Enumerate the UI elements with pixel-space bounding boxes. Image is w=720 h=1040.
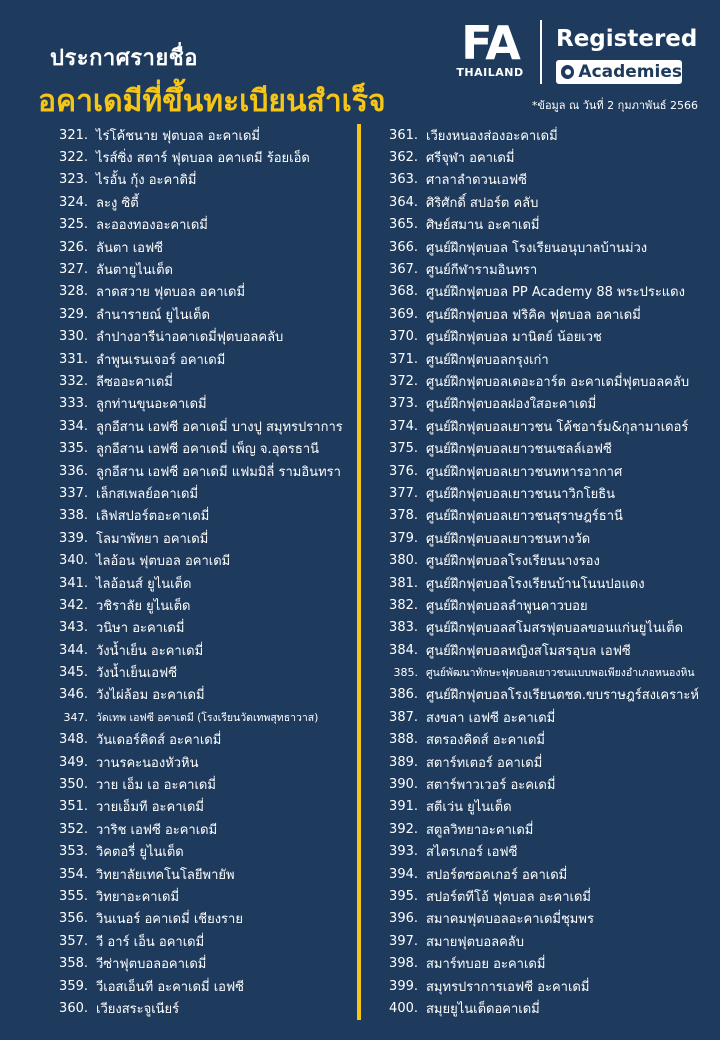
list-item-name: เวียงหนองส่องอะคาเดมี่ <box>426 128 558 144</box>
list-item <box>56 370 354 392</box>
list-item-name: ศูนย์ฝึกฟุตบอลเยาวชน โค้ชอาร์ม&กุลามาเดอร์ <box>426 419 689 435</box>
list-item-name: วีเอสเอ็นที อะคาเดมี่ เอฟซี <box>96 979 244 995</box>
logo-academies-text: Academies <box>578 62 682 82</box>
list-item-name: สมาคมฟุตบอลอะคาเดมี่ชุมพร <box>426 912 594 928</box>
list-item <box>386 437 716 459</box>
list-item-number: 393. <box>389 844 418 860</box>
logo-divider <box>540 20 542 84</box>
list-item-name: โลมาพัทยา อคาเดมี่ <box>96 531 209 547</box>
list-item-name: ศิริศักดิ์ สปอร์ต คลับ <box>426 195 539 211</box>
list-item <box>386 617 716 639</box>
list-item-number: 372. <box>389 373 418 389</box>
list-item-number: 390. <box>389 777 418 793</box>
list-item <box>56 146 354 168</box>
list-item-number: 380. <box>389 553 418 569</box>
list-item <box>386 191 716 213</box>
list-item-name: ลำนารายณ์ ยูไนเต็ด <box>96 307 210 323</box>
list-item-name: ศูนย์ฝึกฟุตบอลเยาวชนทหารอากาศ <box>426 464 623 480</box>
list-item-name: ศูนย์ฝึกฟุตบอลเยาวชนหางวัด <box>426 531 591 547</box>
list-item-number: 348. <box>59 732 88 748</box>
list-item-number: 371. <box>389 351 418 367</box>
logo-registered-text: Registered <box>556 26 698 52</box>
list-item-name: เล็กสเพลย์อคาเดมี่ <box>96 486 199 502</box>
list-item <box>56 191 354 213</box>
list-item <box>56 751 354 773</box>
list-item-name: วาย เอ็ม เอ อะคาเดมี่ <box>96 778 216 794</box>
list-item-name: ละงู ซิตี้ <box>96 195 139 211</box>
list-item <box>56 124 354 146</box>
list-item <box>56 572 354 594</box>
list-item-number: 352. <box>59 821 88 837</box>
list-item <box>56 661 354 683</box>
list-item <box>386 863 716 885</box>
list-item <box>386 303 716 325</box>
list-item <box>56 617 354 639</box>
list-item <box>56 258 354 280</box>
list-item <box>386 146 716 168</box>
list-item-name: ลีซออะคาเดมี่ <box>96 374 173 390</box>
list-item <box>56 885 354 907</box>
list-item-name: สตรองคิดส์ อะคาเดมี่ <box>426 733 545 749</box>
list-item-number: 362. <box>389 150 418 166</box>
column-divider <box>357 124 361 1020</box>
list-item <box>386 572 716 594</box>
logo-thailand-text: THAILAND <box>456 66 524 79</box>
list-item-number: 364. <box>389 194 418 210</box>
list-item-number: 344. <box>59 642 88 658</box>
list-item-number: 346. <box>59 687 88 703</box>
list-item-name: ศูนย์ฝึกฟุตบอลเยาวชนสุราษฎร์ธานี <box>426 509 623 525</box>
list-item-number: 387. <box>389 709 418 725</box>
list-item <box>56 482 354 504</box>
list-item-name: ศูนย์ฝึกฟุตบอลโรงเรียนตชด.ขบราษฎร์สงเคราะห์ <box>426 688 699 704</box>
list-item-number: 385. <box>393 666 418 680</box>
list-item-number: 399. <box>389 978 418 994</box>
list-item-name: สงขลา เอฟซี อะคาเดมี่ <box>426 710 556 726</box>
list-item-name: ละอองทองอะคาเดมี่ <box>96 218 208 234</box>
list-item-number: 343. <box>59 620 88 636</box>
list-item-name: วังน้ำเย็นเอฟซี <box>96 666 178 682</box>
list-item <box>386 930 716 952</box>
list-item-number: 334. <box>59 418 88 434</box>
list-item-name: ศูนย์ฝึกฟุตบอลโรงเรียนนางรอง <box>426 554 600 570</box>
list-item-name: สตาร์พาวเวอร์ อะคเดมี่ <box>426 778 556 794</box>
list-item-number: 351. <box>59 799 88 815</box>
list-item-name: สไตรเกอร์ เอฟซี <box>426 845 518 861</box>
list-item-number: 397. <box>389 933 418 949</box>
list-item-number: 379. <box>389 530 418 546</box>
list-item-number: 389. <box>389 754 418 770</box>
list-item-name: สปอร์ตซอคเกอร์ อคาเดมี่ <box>426 867 568 883</box>
list-item-number: 398. <box>389 956 418 972</box>
list-item-number: 370. <box>389 329 418 345</box>
list-item <box>56 818 354 840</box>
list-item <box>386 393 716 415</box>
list-item-name: ลูกอีสาน เอฟซี อคาเดมี่ เพ็ญ จ.อุดรธานี <box>96 442 320 458</box>
list-item-number: 367. <box>389 262 418 278</box>
list-item-number: 341. <box>59 575 88 591</box>
list-item <box>386 684 716 706</box>
list-item-number: 391. <box>389 799 418 815</box>
list-item <box>386 549 716 571</box>
list-item-number: 374. <box>389 418 418 434</box>
list-item-number: 335. <box>59 441 88 457</box>
list-item-name: วันเดอร์คิดส์ อะคาเดมี่ <box>96 733 222 749</box>
list-item-name: สมายฟุตบอลคลับ <box>426 934 525 950</box>
list-item-number: 381. <box>389 575 418 591</box>
list-item <box>56 841 354 863</box>
list-item-name: ลาดสวาย ฟุตบอล อคาเดมี่ <box>96 285 246 301</box>
list-item <box>386 124 716 146</box>
list-item <box>56 393 354 415</box>
list-item-number: 347. <box>63 710 88 724</box>
list-item-number: 345. <box>59 665 88 681</box>
list-item <box>386 415 716 437</box>
list-item-name: ศูนย์ฝึกฟุตบอลเยาวชนนาวิกโยธิน <box>426 486 616 502</box>
list-item-name: เลิฟสปอร์ตอะคาเดมี่ <box>96 509 210 525</box>
list-item-number: 339. <box>59 530 88 546</box>
list-item <box>56 729 354 751</box>
list-item-number: 337. <box>59 485 88 501</box>
list-item-number: 365. <box>389 217 418 233</box>
list-item-name: ศูนย์ฝึกฟุตบอลฝองใสอะคาเดมี่ <box>426 397 597 413</box>
list-item <box>56 303 354 325</box>
list-item-name: วาริช เอฟซี อะคาเดมี <box>96 822 218 838</box>
list-item <box>386 594 716 616</box>
list-item-name: ศูนย์ฝึกฟุตบอลหญิงสโมสรอุบล เอฟซี <box>426 643 631 659</box>
list-item-name: เวียงสระจูเนียร์ <box>96 1001 180 1017</box>
list-item-number: 366. <box>389 239 418 255</box>
list-item-number: 355. <box>59 888 88 904</box>
list-item <box>386 841 716 863</box>
list-item-name: วายเอ็มที อะคาเดมี่ <box>96 800 204 816</box>
list-item-name: วิทยาลัยเทคโนโลยีพายัพ <box>96 867 235 883</box>
page-title-line1: ประกาศรายชื่อ <box>50 46 198 71</box>
list-item-name: วานรคะนองหัวหิน <box>96 755 199 771</box>
list-item-number: 349. <box>59 754 88 770</box>
list-item-number: 325. <box>59 217 88 233</box>
list-item-name: วี อาร์ เอ็น อคาเดมี่ <box>96 934 205 950</box>
list-item-number: 327. <box>59 262 88 278</box>
list-item-number: 395. <box>389 888 418 904</box>
list-item <box>56 281 354 303</box>
list-item-number: 323. <box>59 172 88 188</box>
list-item-number: 330. <box>59 329 88 345</box>
list-item-name: ศูนย์กีฬารามอินทรา <box>426 263 538 279</box>
list-item-name: วังไผ่ล้อม อะคาเดมี่ <box>96 688 205 704</box>
list-item-name: ลำปางอารีน่าอคาเดมี่ฟุตบอลคลับ <box>96 330 284 346</box>
list-item-number: 392. <box>389 821 418 837</box>
list-item <box>386 527 716 549</box>
list-item-name: ศูนย์ฝึกฟุตบอลลำพูนคาวบอย <box>426 598 588 614</box>
list-item <box>56 594 354 616</box>
list-item <box>386 796 716 818</box>
list-item <box>56 639 354 661</box>
list-item-name: วิคตอรี่ ยูไนเต็ด <box>96 845 184 861</box>
academy-list-right <box>386 124 716 1020</box>
list-item <box>56 326 354 348</box>
list-item-number: 396. <box>389 911 418 927</box>
list-item-number: 333. <box>59 396 88 412</box>
list-item <box>56 952 354 974</box>
list-item <box>386 952 716 974</box>
list-item-name: ลูกอีสาน เอฟซี อคาเดมี แฟมมิลี่ รามอินทรา <box>96 464 341 480</box>
list-item-number: 328. <box>59 284 88 300</box>
list-item-number: 350. <box>59 777 88 793</box>
list-item-number: 378. <box>389 508 418 524</box>
list-item-name: ศรีจุฬา อคาเดมี่ <box>426 151 515 167</box>
list-item-name: ศิษย์สมาน อะคาเดมี่ <box>426 218 540 234</box>
list-item-number: 322. <box>59 150 88 166</box>
data-date-note: *ข้อมูล ณ วันที่ 2 กุมภาพันธ์ 2566 <box>531 99 698 112</box>
list-item <box>386 326 716 348</box>
list-item <box>386 348 716 370</box>
list-item-number: 359. <box>59 978 88 994</box>
list-item-number: 338. <box>59 508 88 524</box>
list-item <box>386 214 716 236</box>
fa-thailand-logo <box>452 16 528 79</box>
list-item <box>56 997 354 1019</box>
list-item <box>386 236 716 258</box>
list-item-name: วีซ่าฟุตบอลอคาเดมี่ <box>96 957 207 973</box>
list-item-number: 326. <box>59 239 88 255</box>
list-item <box>56 684 354 706</box>
list-item <box>386 773 716 795</box>
list-item <box>386 885 716 907</box>
list-item-name: วชิราลัย ยูไนเต็ด <box>96 598 191 614</box>
list-item <box>56 214 354 236</box>
list-item-number: 363. <box>389 172 418 188</box>
list-item <box>386 258 716 280</box>
list-item-number: 377. <box>389 485 418 501</box>
list-item <box>386 460 716 482</box>
list-item-number: 400. <box>389 1000 418 1016</box>
list-item <box>56 415 354 437</box>
list-item-number: 386. <box>389 687 418 703</box>
list-item-name: สปอร์ตทีโอ้ ฟุตบอล อะคาเดมี่ <box>426 889 591 905</box>
list-item-number: 358. <box>59 956 88 972</box>
list-item-name: ศูนย์ฝึกฟุตบอลโรงเรียนบ้านโนนปอแดง <box>426 576 645 592</box>
list-item <box>56 236 354 258</box>
list-item-number: 383. <box>389 620 418 636</box>
list-item <box>386 818 716 840</box>
list-item-name: ศูนย์ฝึกฟุตบอลเดอะอาร์ต อะคาเดมี่ฟุตบอลคลับ <box>426 374 690 390</box>
list-item-name: วินเนอร์ อคาเดมี่ เชียงราย <box>96 912 243 928</box>
list-item-number: 394. <box>389 866 418 882</box>
list-item-name: วัดเทพ เอฟซี อคาเดมี (โรงเรียนวัดเทพสุทธาวาส) <box>96 711 319 724</box>
list-item-name: ศูนย์ฝึกฟุตบอลสโมสรฟุตบอลขอนแก่นยูไนเต็ด <box>426 621 684 637</box>
list-item-number: 356. <box>59 911 88 927</box>
list-item <box>56 460 354 482</box>
list-item-number: 324. <box>59 194 88 210</box>
list-item <box>56 527 354 549</box>
list-item-name: ศูนย์ฝึกฟุตบอล ฟริคิค ฟุตบอล อคาเดมี่ <box>426 307 641 323</box>
list-item-name: ลำพูนเรนเจอร์ อคาเดมี <box>96 352 226 368</box>
list-item-number: 357. <box>59 933 88 949</box>
page-title-line2: อคาเดมีที่ขึ้นทะเบียนสำเร็จ <box>38 84 386 119</box>
list-item <box>386 751 716 773</box>
list-item-number: 340. <box>59 553 88 569</box>
list-item-name: ศาลาลำดวนเอฟซี <box>426 173 527 189</box>
list-item-number: 384. <box>389 642 418 658</box>
list-item-name: ไร่โค้ชนาย ฟุตบอล อะคาเดมี่ <box>96 128 261 144</box>
list-item-name: สมาร์ทบอย อะคาเดมี่ <box>426 957 546 973</box>
list-item-number: 331. <box>59 351 88 367</box>
list-item <box>56 706 354 728</box>
logo-academies-badge <box>556 60 682 84</box>
list-item <box>56 863 354 885</box>
list-item-number: 368. <box>389 284 418 300</box>
list-item <box>56 169 354 191</box>
list-item-name: สตาร์ทเตอร์ อคาเดมี่ <box>426 755 543 771</box>
list-item-name: ลูกอีสาน เอฟซี อคาเดมี่ บางปู สมุทรปราการ <box>96 419 343 435</box>
list-item <box>56 908 354 930</box>
list-item <box>386 370 716 392</box>
list-item-number: 321. <box>59 127 88 143</box>
list-item-name: ศูนย์ฝึกฟุตบอลเยาวชนเซลล์เอฟซี <box>426 442 612 458</box>
list-item-name: สมุยยูไนเต็ดอคาเดมี่ <box>426 1001 540 1017</box>
football-icon <box>561 65 574 79</box>
list-item <box>56 348 354 370</box>
list-item-name: วนิษา อะคาเดมี่ <box>96 621 185 637</box>
list-item-number: 373. <box>389 396 418 412</box>
list-item <box>386 482 716 504</box>
list-item-name: ศูนย์ฝึกฟุตบอล โรงเรียนอนุบาลบ้านม่วง <box>426 240 648 256</box>
list-item-number: 382. <box>389 597 418 613</box>
list-item-name: สมุทรปราการเอฟซี อะคาเดมี่ <box>426 979 590 995</box>
list-item-number: 376. <box>389 463 418 479</box>
list-item-name: ศูนย์ฝึกฟุตบอล มานิตย์ น้อยเวช <box>426 330 602 346</box>
list-item <box>386 639 716 661</box>
list-item <box>386 281 716 303</box>
list-item <box>386 729 716 751</box>
list-item-number: 388. <box>389 732 418 748</box>
list-item <box>386 908 716 930</box>
list-item-number: 342. <box>59 597 88 613</box>
list-item <box>56 930 354 952</box>
list-item-number: 354. <box>59 866 88 882</box>
list-item-name: วังน้ำเย็น อะคาเดมี่ <box>96 643 204 659</box>
list-item-name: ไลอ้อนส์ ยูไนเต็ด <box>96 576 192 592</box>
list-item-name: ลันตา เอฟซี <box>96 240 164 256</box>
list-item-name: ศูนย์พัฒนาทักษะฟุตบอลเยาวชนแบบพอเพียงอำเภอหนองหิน <box>426 667 695 680</box>
list-item-name: ไลอ้อน ฟุตบอล อคาเดมี <box>96 554 231 570</box>
list-item <box>56 796 354 818</box>
list-item <box>386 169 716 191</box>
list-item-name: ลูกท่านขุนอะคาเดมี่ <box>96 397 207 413</box>
list-item-number: 329. <box>59 306 88 322</box>
list-item-number: 369. <box>389 306 418 322</box>
list-item-name: ศูนย์ฝึกฟุตบอลกรุงเก่า <box>426 352 549 368</box>
list-item-name: ไรส์ซิ่ง สตาร์ ฟุตบอล อคาเดมี ร้อยเอ็ด <box>96 151 310 167</box>
list-item-name: วิทยาอะคาเดมี่ <box>96 889 180 905</box>
list-item <box>386 505 716 527</box>
list-item-name: ศูนย์ฝึกฟุตบอล PP Academy 88 พระประแดง <box>426 285 685 301</box>
list-item <box>56 975 354 997</box>
list-item-number: 332. <box>59 373 88 389</box>
list-item-name: สตูลวิทยาอะคาเดมี่ <box>426 822 534 838</box>
list-item-number: 360. <box>59 1000 88 1016</box>
list-item <box>386 975 716 997</box>
list-item <box>56 549 354 571</box>
list-item <box>56 437 354 459</box>
list-item-name: สตีเว่น ยูไนเต็ด <box>426 800 512 816</box>
list-item-number: 375. <box>389 441 418 457</box>
list-item <box>56 505 354 527</box>
list-item-number: 353. <box>59 844 88 860</box>
academy-list-left <box>56 124 354 1020</box>
list-item-number: 336. <box>59 463 88 479</box>
logo-fa-text: FA <box>461 16 519 70</box>
list-item-name: ไรอั้น กุ้ง อะคาดิมี่ <box>96 173 197 189</box>
list-item-name: ลันตายูไนเต็ด <box>96 263 173 279</box>
list-item <box>386 706 716 728</box>
list-item <box>386 661 716 683</box>
list-item <box>56 773 354 795</box>
list-item-number: 361. <box>389 127 418 143</box>
list-item <box>386 997 716 1019</box>
